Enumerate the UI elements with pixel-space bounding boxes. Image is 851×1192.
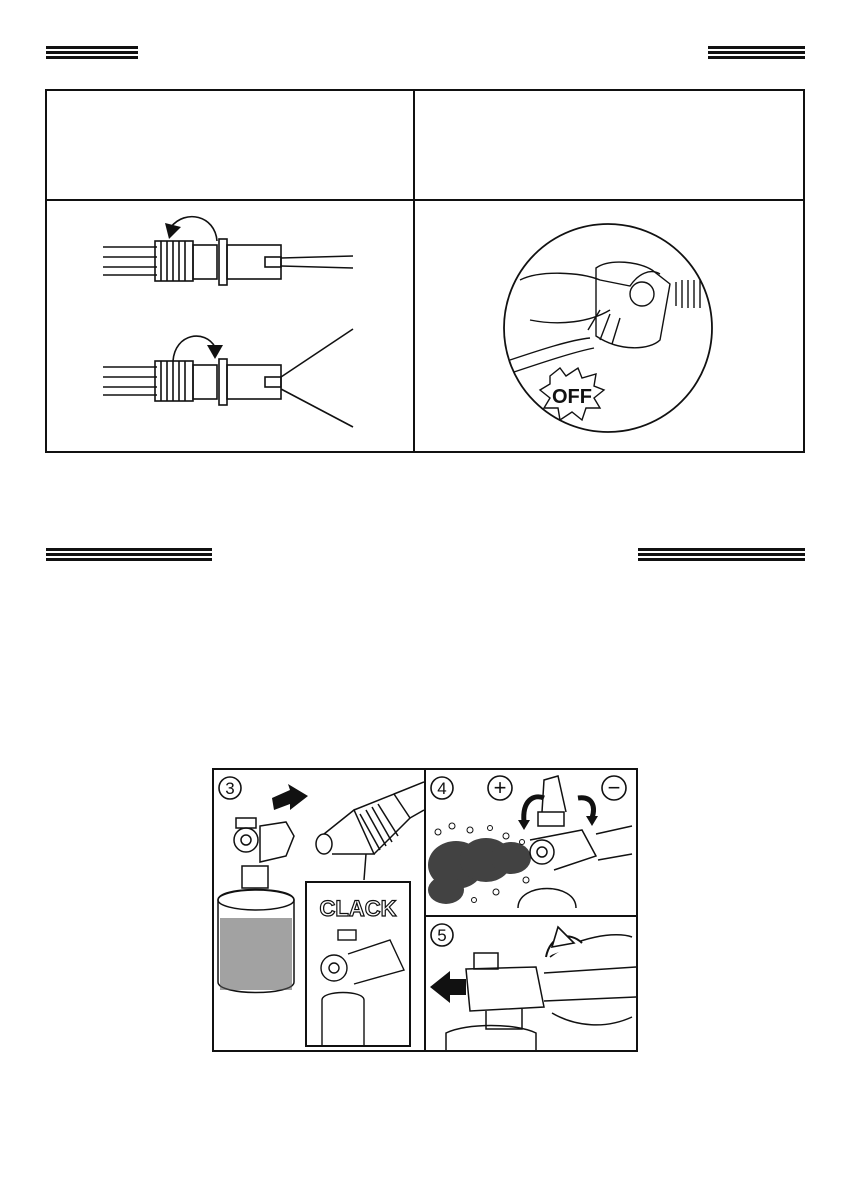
nozzle-adjust-illustration [95, 205, 360, 445]
panel-4-illustration [426, 770, 636, 915]
top-figure-divider-horizontal [45, 199, 805, 201]
header-rule-left [46, 46, 138, 59]
panel-5-number: 5 [437, 926, 447, 945]
panel-4-number: 4 [437, 779, 447, 798]
off-badge: OFF [552, 386, 592, 408]
trigger-off-illustration [500, 210, 715, 446]
section-rule-right [638, 548, 805, 561]
top-figure-divider-vertical [413, 89, 415, 453]
panel-4-plus: + [493, 775, 507, 800]
panel-3-illustration [214, 770, 424, 1050]
panel-4-minus: − [607, 775, 621, 800]
panel-3-clack-text: CLACK [319, 896, 397, 921]
panel-5-illustration [426, 917, 636, 1050]
section-rule-left [46, 548, 212, 561]
header-rule-right [708, 46, 805, 59]
panel-3-number: 3 [225, 779, 235, 798]
